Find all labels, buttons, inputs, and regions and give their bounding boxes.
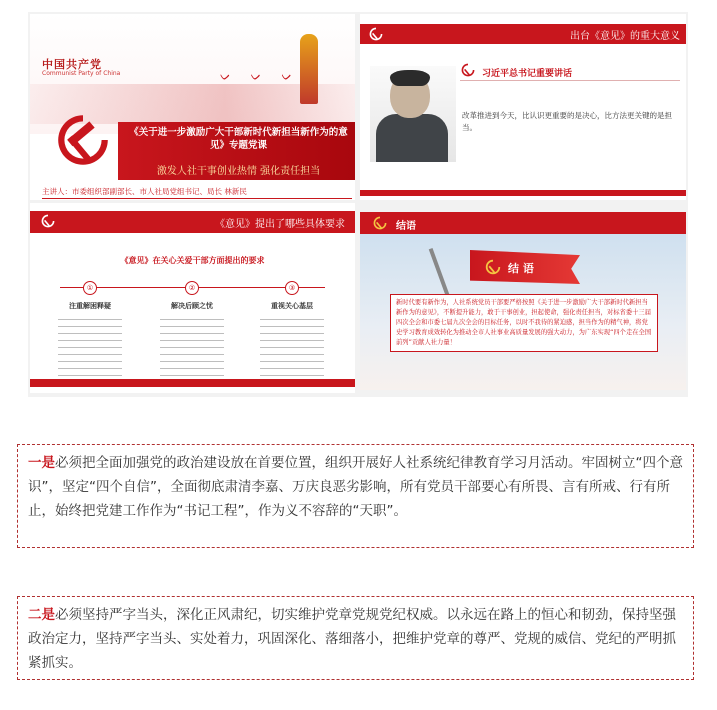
step-number: ③ xyxy=(285,281,299,295)
step-number: ① xyxy=(83,281,97,295)
speech-title: 习近平总书记重要讲话 xyxy=(482,69,573,79)
party-logo-en: Communist Party of China xyxy=(42,70,121,77)
slide-header-title: 《意见》提出了哪些具体要求 xyxy=(215,219,345,230)
paragraph-1 xyxy=(28,451,683,523)
paragraph-2-lead: 二是 xyxy=(28,607,55,623)
title-slide xyxy=(30,14,355,200)
party-logo-text: 中国共产党 xyxy=(42,58,102,71)
hammer-sickle-icon xyxy=(40,213,56,229)
paragraph-2 xyxy=(28,603,683,675)
slide-header-title: 结语 xyxy=(396,221,416,232)
hammer-sickle-icon xyxy=(368,26,384,42)
conclusion-text: 新时代要有新作为，人社系统党员干部要严格按照《关于进一步激励广大干部新时代新担当新作为的意见》，不断提升能力，敢于干事创业，担起使命，强化责任担当，对标省委十三届四次全会和市委七届九次全会的目标任务，以时不我待的紧迫感，担当作为的精气神，将党史学习教育成效转化为推动全市人社事业高质量发展的强大动力，为广东实现“四个走在全国前列”贡献人社力量！ xyxy=(396,299,652,346)
presenter-line: 主讲人：市委组织部副部长、市人社局党组书记、局长 林新民 xyxy=(42,186,352,199)
paragraph-1-lead: 一是 xyxy=(28,455,55,471)
step-text-block xyxy=(260,319,324,377)
speech-quote: 改革推进到今天，比认识更重要的是决心，比方法更关键的是担当。 xyxy=(462,111,672,132)
paragraph-1-text: 必须把全面加强党的政治建设放在首要位置，组织开展好人社系统纪律教育学习月活动。牢固树立“四个意识”，坚定“四个自信”，全面彻底肃清李嘉、万庆良恶劣影响，所有党员干部要心有所畏、言有所戒、行有所止，始终把党建工作作为“书记工程”，作为义不容辞的“天职”。 xyxy=(28,455,683,519)
torch-sculpture xyxy=(300,34,318,104)
step-title: 注重解困释疑 xyxy=(69,302,111,310)
hammer-sickle-icon xyxy=(460,62,476,78)
requirement-column xyxy=(50,281,130,377)
doves-icon: ᨆ ᨆ ᨆ xyxy=(220,69,301,83)
leader-photo-suit xyxy=(376,114,448,162)
conclusion-slide xyxy=(360,212,686,390)
footer-bar xyxy=(30,379,355,387)
hammer-sickle-icon xyxy=(372,215,388,231)
paragraph-box-1 xyxy=(17,444,694,548)
step-text-block xyxy=(160,319,224,377)
step-title: 重视关心基层 xyxy=(271,302,313,310)
requirement-column xyxy=(252,281,332,377)
significance-slide xyxy=(360,14,686,200)
slide-header-title: 出台《意见》的重大意义 xyxy=(570,31,680,42)
footer-bar xyxy=(360,190,686,196)
requirements-slide xyxy=(30,203,355,393)
step-text-block xyxy=(58,319,122,377)
slide-subtitle: 激发人社干事创业热情 强化责任担当 xyxy=(156,166,321,177)
requirements-heading: 《意见》在关心关爱干部方面提出的要求 xyxy=(120,256,265,265)
hammer-sickle-icon xyxy=(484,258,502,276)
slide-title: 《关于进一步激励广大干部新时代新担当新作为的意见》专题党课 xyxy=(129,127,348,151)
hammer-sickle-icon xyxy=(52,109,114,171)
requirement-column xyxy=(152,281,232,377)
step-number: ② xyxy=(185,281,199,295)
step-title: 解决后顾之忧 xyxy=(171,302,213,310)
flag-title: 结 语 xyxy=(508,262,534,275)
divider xyxy=(460,80,680,81)
paragraph-2-text: 必须坚持严字当头，深化正风肃纪，切实维护党章党规党纪权威。以永远在路上的恒心和韧劲，保持坚强政治定力，坚持严字当头、实处着力，巩固深化、落细落小，把维护党章的尊严、党规的威信、党纪的严明抓紧抓实。 xyxy=(28,607,676,671)
paragraph-box-2 xyxy=(17,596,694,680)
leader-photo-hair xyxy=(390,70,430,86)
